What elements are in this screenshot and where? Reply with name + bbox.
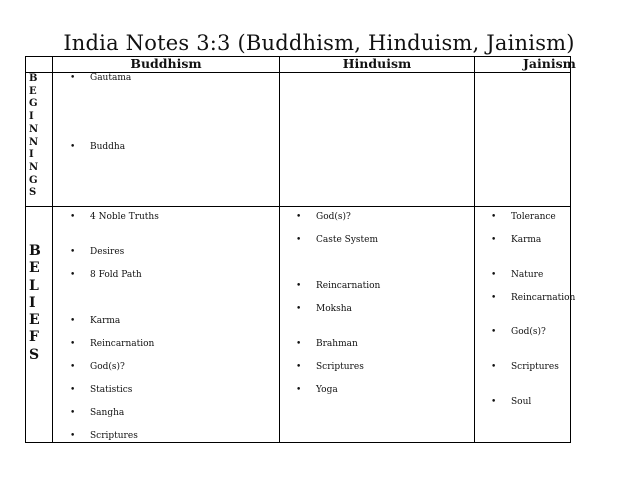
list-item: • God(s)? — [491, 327, 546, 337]
bullet-icon: • — [296, 362, 302, 372]
bullet-icon: • — [491, 235, 497, 245]
bullet-icon: • — [70, 339, 76, 349]
header-hinduism: Hinduism — [342, 56, 412, 71]
list-item: • Moksha — [296, 304, 352, 314]
bullet-icon: • — [70, 431, 76, 441]
list-item: • Karma — [70, 316, 121, 326]
col-divider-1 — [52, 56, 53, 443]
list-item: • Desires — [70, 247, 125, 257]
row-divider — [25, 206, 571, 207]
list-item: • 8 Fold Path — [70, 270, 142, 280]
list-item: • Gautama — [70, 73, 132, 83]
header-jainism: Jainism — [523, 56, 576, 71]
bullet-icon: • — [491, 293, 497, 303]
list-item: • Caste System — [296, 235, 379, 245]
bullet-icon: • — [296, 339, 302, 349]
row-label-beginnings: B E G I N N I N G S — [29, 73, 39, 199]
list-item: • Reincarnation — [296, 281, 381, 291]
list-item: • Reincarnation — [70, 339, 155, 349]
col-divider-2 — [279, 56, 280, 443]
list-item: • Scriptures — [296, 362, 364, 372]
bullet-icon: • — [296, 281, 302, 291]
row-label-beliefs: B E L I E F S — [29, 243, 41, 363]
list-item: • Karma — [491, 235, 542, 245]
bullet-icon: • — [70, 362, 76, 372]
table-border-bottom — [25, 442, 571, 443]
bullet-icon: • — [70, 408, 76, 418]
table-border-left — [25, 56, 26, 443]
table-border-right — [570, 56, 571, 443]
list-item: • God(s)? — [70, 362, 125, 372]
list-item: • Scriptures — [491, 362, 559, 372]
bullet-icon: • — [70, 73, 76, 83]
bullet-icon: • — [491, 212, 497, 222]
bullet-icon: • — [491, 327, 497, 337]
list-item: • Nature — [491, 270, 544, 280]
bullet-icon: • — [491, 270, 497, 280]
col-divider-3 — [474, 56, 475, 443]
bullet-icon: • — [70, 385, 76, 395]
bullet-icon: • — [296, 212, 302, 222]
bullet-icon: • — [296, 385, 302, 395]
page-title: India Notes 3:3 (Buddhism, Hinduism, Jainism) — [63, 31, 575, 55]
bullet-icon: • — [70, 316, 76, 326]
list-item: • Reincarnation — [491, 293, 576, 303]
list-item: • 4 Noble Truths — [70, 212, 159, 222]
list-item: • Brahman — [296, 339, 358, 349]
list-item: • Scriptures — [70, 431, 138, 441]
list-item: • Sangha — [70, 408, 125, 418]
list-item: • Buddha — [70, 142, 126, 152]
header-buddhism: Buddhism — [130, 56, 202, 71]
bullet-icon: • — [70, 270, 76, 280]
bullet-icon: • — [491, 362, 497, 372]
list-item: • God(s)? — [296, 212, 351, 222]
bullet-icon: • — [70, 212, 76, 222]
list-item: • Yoga — [296, 385, 338, 395]
bullet-icon: • — [70, 142, 76, 152]
list-item: • Statistics — [70, 385, 133, 395]
list-item: • Soul — [491, 397, 532, 407]
bullet-icon: • — [296, 235, 302, 245]
bullet-icon: • — [296, 304, 302, 314]
bullet-icon: • — [70, 247, 76, 257]
bullet-icon: • — [491, 397, 497, 407]
list-item: • Tolerance — [491, 212, 556, 222]
